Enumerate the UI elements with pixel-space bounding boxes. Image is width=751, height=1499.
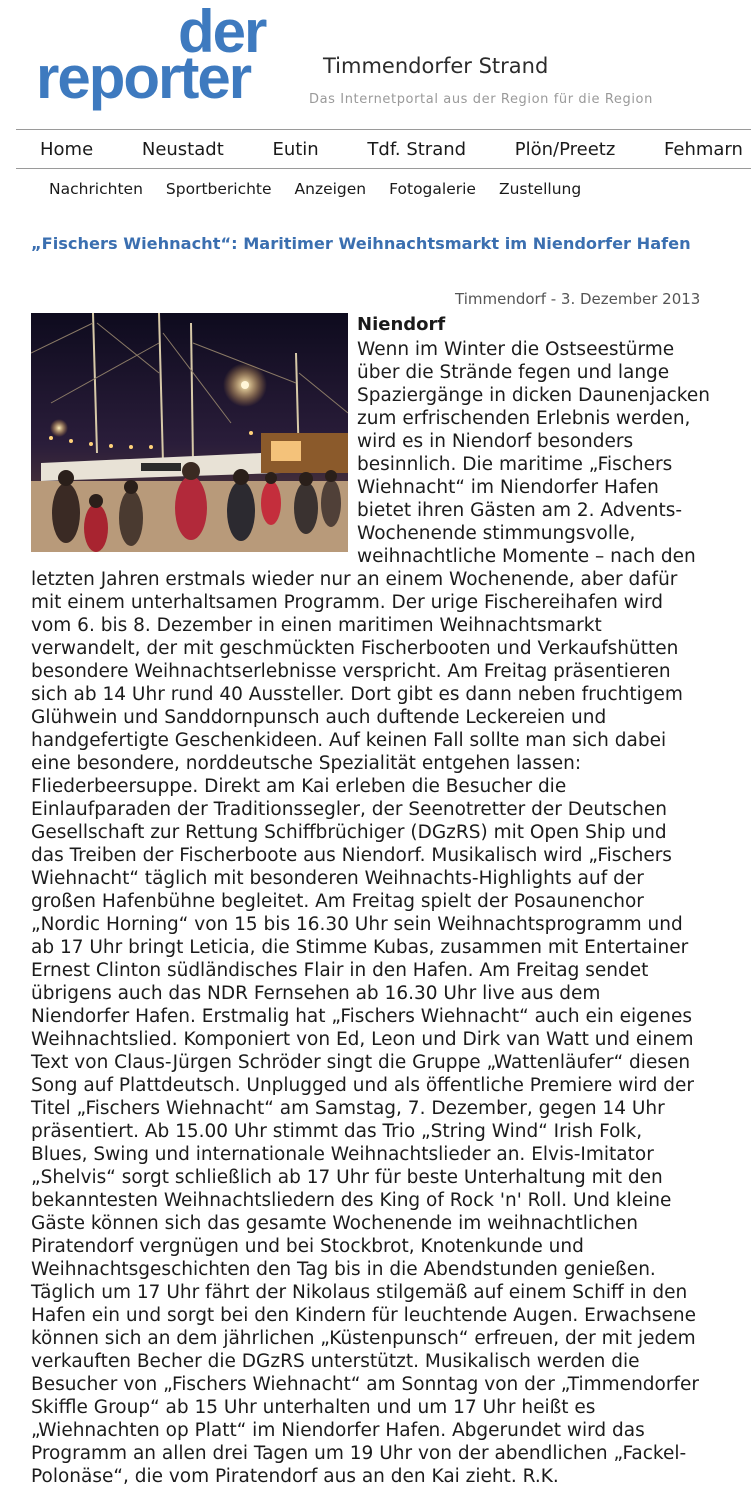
body-line: zum erfrischenden Erlebnis werden, bbox=[357, 408, 691, 429]
article-dateline: Timmendorf - 3. Dezember 2013 bbox=[455, 290, 701, 308]
subnav-link-sportberichte[interactable]: Sportberichte bbox=[165, 180, 272, 198]
sub-nav bbox=[49, 180, 581, 198]
body-line: das Treiben der Fischerboote aus Niendorf. Musikalisch wird „Fischers bbox=[31, 845, 672, 866]
body-line: Piratendorf vergnügen und bei Stockbrot, Knotenkunde und bbox=[31, 1236, 584, 1257]
body-line: eine besondere, norddeutsche Spezialität entgehen lassen: bbox=[31, 753, 582, 774]
body-line: Titel „Fischers Wiehnacht“ am Samstag, 7. Dezember, gegen 14 Uhr bbox=[31, 1098, 665, 1119]
nav-link-ploen-preetz[interactable]: Plön/Preetz bbox=[514, 138, 616, 160]
body-line: Gesellschaft zur Rettung Schiffbrüchiger (DGzRS) mit Open Ship und bbox=[31, 822, 667, 843]
body-line: „Wiehnachten op Platt“ im Niendorfer Hafen. Abgerundet wird das bbox=[31, 1420, 645, 1441]
body-line: Wiehnacht“ im Niendorfer Hafen bbox=[357, 477, 659, 498]
body-line: letzten Jahren erstmals wieder nur an einem Wochenende, aber dafür bbox=[31, 569, 678, 590]
body-line: Spaziergänge in dicken Daunenjacken bbox=[357, 385, 710, 406]
nav-link-eutin[interactable]: Eutin bbox=[272, 138, 319, 160]
body-line: ab 17 Uhr bringt Leticia, die Stimme Kubas, zusammen mit Entertainer bbox=[31, 937, 689, 958]
christmas-market-harbor-photo bbox=[31, 313, 348, 552]
subnav-link-zustellung[interactable]: Zustellung bbox=[498, 180, 582, 198]
logo-reporter[interactable]: reporter bbox=[36, 44, 251, 111]
body-line: Glühwein und Sanddornpunsch auch duftende Leckereien und bbox=[31, 707, 607, 728]
article-headline[interactable]: „Fischers Wiehnacht“: Maritimer Weihnachtsmarkt im Niendorfer Hafen bbox=[31, 234, 691, 253]
body-line: Skiffle Group“ ab 15 Uhr unterhalten und um 17 Uhr heißt es bbox=[31, 1397, 596, 1418]
body-line: Täglich um 17 Uhr fährt der Nikolaus stilgemäß auf einem Schiff in den bbox=[31, 1282, 688, 1303]
site-tagline: Das Internetportal aus der Region für die Region bbox=[309, 92, 653, 107]
body-line: verkauften Becher die DGzRS unterstützt. Musikalisch werden die bbox=[31, 1351, 640, 1372]
body-line: „Shelvis“ sorgt schließlich ab 17 Uhr für beste Unterhaltung mit den bbox=[31, 1167, 663, 1188]
body-line: handgefertigte Geschenkideen. Auf keinen Fall sollte man sich dabei bbox=[31, 730, 667, 751]
body-line: „Nordic Horning“ von 15 bis 16.30 Uhr sein Weihnachtsprogramm und bbox=[31, 914, 683, 935]
subnav-link-fotogalerie[interactable]: Fotogalerie bbox=[389, 180, 476, 198]
nav-link-neustadt[interactable]: Neustadt bbox=[141, 138, 224, 160]
nav-link-tdf-strand[interactable]: Tdf. Strand bbox=[367, 138, 467, 160]
body-line: Hafen ein und sorgt bei den Kindern für leuchtende Augen. Erwachsene bbox=[31, 1305, 696, 1326]
nav-link-home[interactable]: Home bbox=[40, 138, 94, 160]
subnav-link-anzeigen[interactable]: Anzeigen bbox=[294, 180, 367, 198]
body-line: besinnlich. Die maritime „Fischers bbox=[357, 454, 673, 475]
body-line: weihnachtliche Momente – nach den bbox=[357, 546, 696, 567]
main-nav bbox=[16, 130, 751, 168]
body-line: Fliederbeersuppe. Direkt am Kai erleben die Besucher die bbox=[31, 776, 567, 797]
body-line: besondere Weihnachtserlebnisse verspricht. Am Freitag präsentieren bbox=[31, 661, 671, 682]
body-line: können sich an dem jährlichen „Küstenpunsch“ erfreuen, der mit jedem bbox=[31, 1328, 696, 1349]
body-line: übrigens auch das NDR Fernsehen ab 16.30 Uhr live aus dem bbox=[31, 983, 601, 1004]
body-line: Weihnachtsgeschichten den Tag bis in die Abendstunden genießen. bbox=[31, 1259, 656, 1280]
article-photo bbox=[31, 313, 348, 552]
body-line: Programm an allen drei Tagen um 19 Uhr von der abendlichen „Fackel- bbox=[31, 1443, 687, 1464]
body-line: sich ab 14 Uhr rund 40 Aussteller. Dort gibt es dann neben fruchtigem bbox=[31, 684, 683, 705]
body-line: Wochenende stimmungsvolle, bbox=[357, 523, 636, 544]
body-line: über die Strände fegen und lange bbox=[357, 362, 670, 383]
body-line: Wiehnacht“ täglich mit besonderen Weihnachts-Highlights auf der bbox=[31, 868, 644, 889]
body-line: mit einem unterhaltsamen Programm. Der urige Fischereihafen wird bbox=[31, 592, 663, 613]
body-line: vom 6. bis 8. Dezember in einen maritimen Weihnachtsmarkt bbox=[31, 615, 602, 636]
body-line: Ernest Clinton südländisches Flair in den Hafen. Am Freitag sendet bbox=[31, 960, 649, 981]
body-line: Blues, Swing und internationale Weihnachtslieder an. Elvis-Imitator bbox=[31, 1144, 654, 1165]
body-line: bekanntesten Weihnachtsliedern des King of Rock 'n' Roll. Und kleine bbox=[31, 1190, 672, 1211]
body-line: Song auf Plattdeutsch. Unplugged und als öffentliche Premiere wird der bbox=[31, 1075, 695, 1096]
article-place: Niendorf bbox=[357, 314, 446, 335]
nav-link-fehmarn[interactable]: Fehmarn bbox=[664, 138, 743, 160]
body-line: Weihnachtslied. Komponiert von Ed, Leon und Dirk van Watt und einem bbox=[31, 1029, 694, 1050]
body-line: Gäste können sich das gesamte Wochenende im weihnachtlichen bbox=[31, 1213, 638, 1234]
body-line: Besucher von „Fischers Wiehnacht“ am Sonntag von der „Timmendorfer bbox=[31, 1374, 699, 1395]
site-title: Timmendorfer Strand bbox=[323, 54, 549, 78]
body-line: wird es in Niendorf besonders bbox=[357, 431, 634, 452]
body-line: verwandelt, der mit geschmückten Fischerbooten und Verkaufshütten bbox=[31, 638, 679, 659]
body-line: Einlaufparaden der Traditionssegler, der Seenotretter der Deutschen bbox=[31, 799, 668, 820]
body-line: Niendorfer Hafen. Erstmalig hat „Fischers Wiehnacht“ auch ein eigenes bbox=[31, 1006, 692, 1027]
body-line: präsentiert. Ab 15.00 Uhr stimmt das Trio „String Wind“ Irish Folk, bbox=[31, 1121, 643, 1142]
body-line: Wenn im Winter die Ostseestürme bbox=[357, 339, 675, 360]
logo-der[interactable]: der bbox=[178, 0, 266, 65]
nav-divider-bottom bbox=[16, 168, 751, 169]
body-line: Polonäse“, die vom Piratendorf aus an den Kai zieht. R.K. bbox=[31, 1466, 559, 1487]
subnav-link-nachrichten[interactable]: Nachrichten bbox=[49, 180, 143, 198]
body-line: bietet ihren Gästen am 2. Advents- bbox=[357, 500, 683, 521]
body-line: großen Hafenbühne begleitet. Am Freitag spielt der Posaunenchor bbox=[31, 891, 644, 912]
body-line: Text von Claus-Jürgen Schröder singt die Gruppe „Wattenläufer“ diesen bbox=[31, 1052, 691, 1073]
